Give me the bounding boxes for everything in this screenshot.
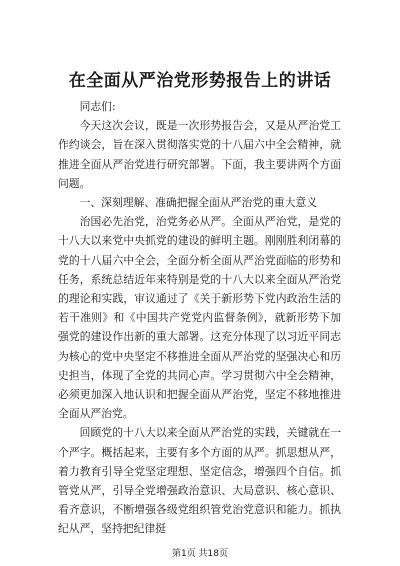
paragraph-review: 回顾党的十八大以来全面从严治党的实践，关键就在一个严字。概括起来，主要有多个方面的从严。抓思想从严，着力教育引导全党坚定理想、坚定信念，增强四个自信。抓管党从严，引导全党增强政治意识、大局意识、核心意识、看齐意识，不断增强各级党组织管党治党意识和能力。抓执纪从严，坚持把纪律挺 xyxy=(58,426,341,536)
document-title: 在全面从严治党形势报告上的讲话 xyxy=(68,71,332,91)
section-heading: 一、深刻理解、准确把握全面从严治党的重大意义 xyxy=(79,196,318,210)
paragraph-intro: 今天这次会议，既是一次形势报告会，又是从严治党工作约谈会，旨在深入贯彻落实党的十八届六中全会精神，就推进全面从严治党进行研究部署。下面，我主要讲两个方面问题。 xyxy=(58,119,341,190)
paragraph-significance: 治国必先治党，治党务必从严。全面从严治党，是党的十八大以来党中央抓党的建设的鲜明主题。刚刚胜利闭幕的党的十八届六中全会，全面分析全面从严治党面临的形势和任务，系统总结近年来特别是党的十八大以来全面从严治党的理论和实践，审议通过了《关于新形势下党内政治生活的若干准则》和《中国共产党党内监督条例》，就新形势下加强党的建设作出新的重大部署。这充分体现了以习近平同志为核心的党中央坚定不移推进全面从严治党的坚强决心和历史担当，体现了全党的共同心声。学习贯彻六中全会精神，必须更加深入地认识和把握全面从严治党，坚定不移地推进全面从严治党。 xyxy=(58,215,341,421)
page-footer: 第1页 共18页 xyxy=(171,549,229,559)
salutation: 同志们: xyxy=(79,100,116,113)
document-body xyxy=(58,97,341,539)
